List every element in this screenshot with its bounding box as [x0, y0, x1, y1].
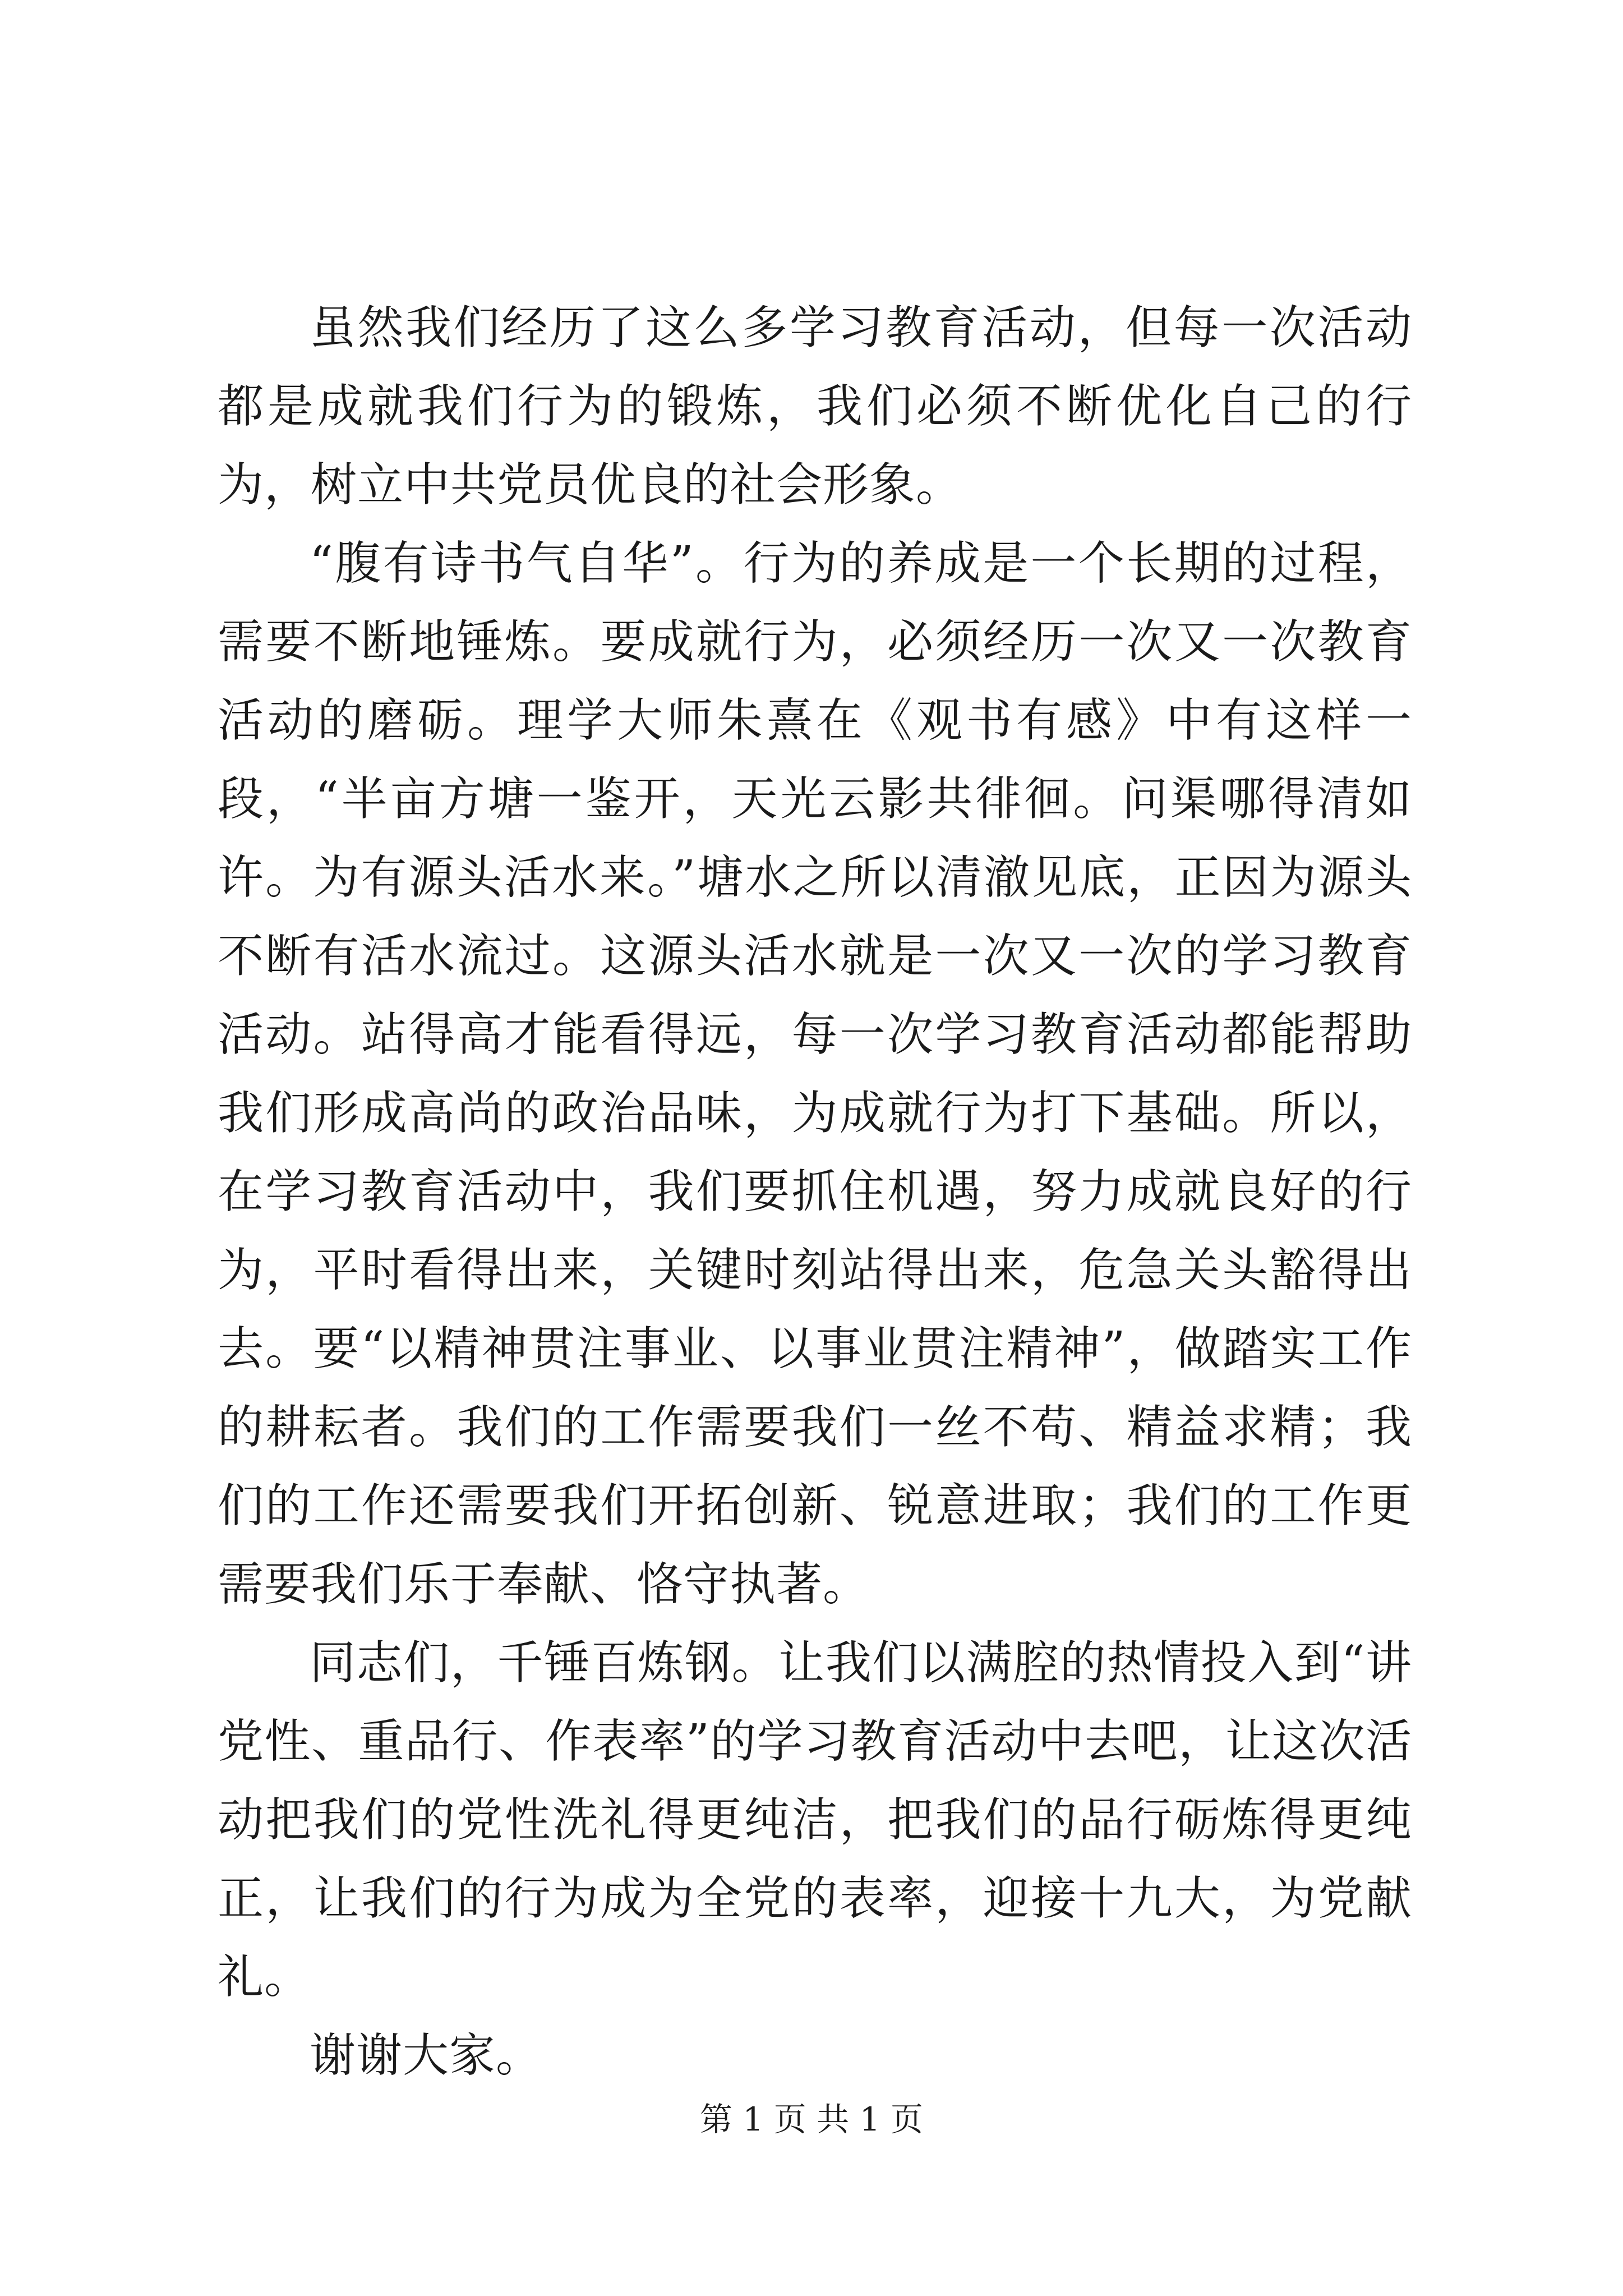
page-number-footer: 第 1 页 共 1 页: [700, 2100, 923, 2138]
paragraph: “腹有诗书气自华”。行为的养成是一个长期的过程，需要不断地锤炼。要成就行为，必须经历一次又一次教育活动的磨砺。理学大师朱熹在《观书有感》中有这样一段，“半亩方塘一鉴开，天光云影共徘徊。问渠哪得清如许。为有源头活水来。”塘水之所以清澈见底，正因为源头不断有活水流过。这源头活水就是一次又一次的学习教育活动。站得高才能看得远，每一次学习教育活动都能帮助我们形成高尚的政治品味，为成就行为打下基础。所以，在学习教育活动中，我们要抓住机遇，努力成就良好的行为，平时看得出来，关键时刻站得出来，危急关头豁得出去。要“以精神贯注事业、以事业贯注精神”，做踏实工作的耕耘者。我们的工作需要我们一丝不苟、精益求精；我们的工作还需要我们开拓创新、锐意进取；我们的工作更需要我们乐于奉献、恪守执著。: [218, 537, 1412, 1611]
paragraph: 同志们，千锤百炼钢。让我们以满腔的热情投入到“讲党性、重品行、作表率”的学习教育活动中去吧，让这次活动把我们的党性洗礼得更纯洁，把我们的品行砺炼得更纯正，让我们的行为成为全党的表率，迎接十九大，为党献礼。: [218, 1636, 1412, 2004]
paragraph: 谢谢大家。: [310, 2029, 543, 2082]
document-body: [218, 289, 1412, 2095]
paragraph: 虽然我们经历了这么多学习教育活动，但每一次活动都是成就我们行为的锻炼，我们必须不断优化自己的行为，树立中共党员优良的社会形象。: [218, 301, 1412, 512]
